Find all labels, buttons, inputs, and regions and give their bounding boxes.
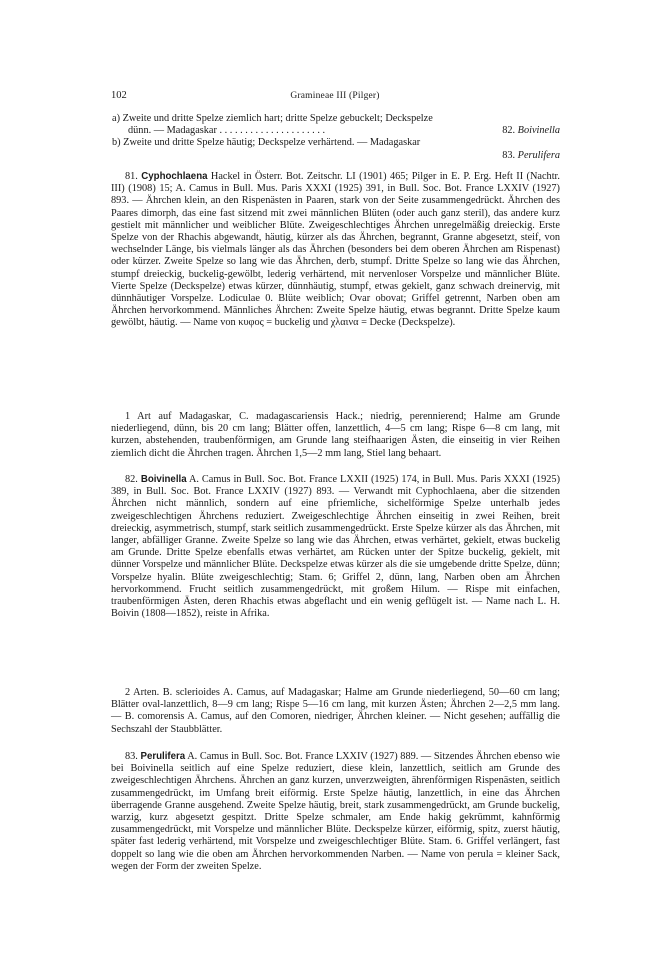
key-line-b: b) Zweite und dritte Spelze häutig; Deckspelze verhärtend. — Madagaskar [112, 137, 421, 149]
page-header [111, 90, 559, 104]
running-title: Gramineae III (Pilger) [290, 91, 380, 101]
genus-name: Boivinella [140, 474, 187, 485]
genus-description: 81. Cyphochlaena Hackel in Österr. Bot. Zeitschr. LI (1901) 465; Pilger in E. P. Erg. Heft II (Nachtr. III) (1908) 15; A. Camus in Bull. Mus. Paris XXXI (1925) 391, in Bull. Soc. Bot. France LXXIV (1927) 893. — Ährchen klein, an den Rispenästen in Paaren, stark von der Seite zusammengedrückt. Ährchen des Paares dimorph, das eine fast sitzend mit zwei männlichen Blüten (oder auch ganz steril), das andere kurz gestielt mit männlicher und weiblicher Blüte. Zweigeschlechtiges Ährchen unregelmäßig dreieckig. Erste Spelze von der Rhachis abgewandt, häutig, kürzer als das Ährchen, begrannt, Granne abgesetzt, steif, von wechselnder Länge, bis vielmals länger als das Ährchen (besonders bei dem oberen Ährchen am Rispenast) oder kürzer. Zweite Spelze so lang wie das Ährchen, derb, stumpf. Dritte Spelze so lang wie das Ährchen, stumpf dreieckig, buckelig-gewölbt, lederig verhärtend, mit nervenloser Vorspelze und männlicher Blüte. Vierte Spelze (Deckspelze) etwas kürzer, dünnhäutig, stumpf, etwas gekielt, ganz schwach dreinervig, mit dünnhäutiger Vorspelze. Lodiculae 0. Blüte weiblich; Ovar obovat; Griffel getrennt, Narben oben am Ährchen hervorkommend. Männliches Ährchen: Zweite Spelze häutig, etwas begrannt. Dritte Spelze kaum gewölbt, häutig. — Name von κυφος = buckelig und χλαινα = Decke (Deckspelze). [111, 171, 560, 329]
section-82-species [111, 687, 560, 736]
genus-name: Perulifera [140, 751, 186, 762]
species-paragraph: 2 Arten. B. sclerioides A. Camus, auf Madagaskar; Halme am Grunde niederliegend, 50—60 cm lang; Blätter oval-lanzettlich, 8—9 cm lang; Rispe 5—16 cm lang, mit kurzen Ästen; Ährchen 2—2,5 mm lang. — B. comorensis A. Camus, auf den Comoren, niedriger, Ährchen kleiner. — Nicht gesehen; auffällig die Sechszahl der Staubblätter. [111, 687, 560, 735]
section-81 [111, 171, 560, 330]
genus-description: 83. Perulifera A. Camus in Bull. Soc. Bot. France LXXIV (1927) 889. — Sitzendes Ährchen ebenso wie bei Boivinella seitlich auf eine Spelze reduziert, diese klein, lanzettlich, seitlich am Grunde des zweigeschlechtigen Ährchens. Ährchen an ganz kurzen, unverzweigten, ährenförmigen Rispenästen, seitlich zusammengedrückt, im Umfang breit eiförmig. Erste Spelze häutig, lanzettlich, in eine das Ährchen überragende Granne ausgehend. Zweite Spelze häutig, breit, stark zusammengedrückt, am Grunde buckelig, warzig, kurz abgesetzt gespitzt. Dritte Spelze schmaler, am Ende hakig gekrümmt, kahnförmig zusammengedrückt, mit Vorspelze und männlicher Blüte. Deckspelze kürzer, eiförmig, spitz, zuerst häutig, später fast lederig verhärtend, mit Vorspelze und zweigeschlechtiger Blüte. Stam. 6. Griffel verlängert, fast doppelt so lang wie die oben am Ährchen hervorkommenden Narben. — Name von perula = kleiner Sack, wegen der Form der zweiten Spelze. [111, 751, 560, 872]
page-number: 102 [111, 90, 127, 101]
species-paragraph: 1 Art auf Madagaskar, C. madagascariensis Hack.; niedrig, perennierend; Halme am Grunde niederliegend, dünn, bis 20 cm lang; Blätter offen, lanzettlich, 4—5 cm lang; Rispe 6—8 cm lang, mit kurzen, abstehenden, traubenförmigen, am Grunde lang steifhaarigen Ästen, die einseitig in vier Reihen ziemlich dicht die Ährchen tragen. Ährchen 1,5—2 mm lang, Stiel lang behaart. [111, 411, 560, 459]
key-a-target: 82. Boivinella [502, 125, 560, 137]
section-82 [111, 474, 560, 620]
key-line-a: a) Zweite und dritte Spelze ziemlich hart; dritte Spelze gebuckelt; Deckspelze [112, 113, 433, 124]
section-83 [111, 751, 560, 873]
identification-key [112, 113, 560, 162]
key-line-a-cont: dünn. — Madagaskar . . . . . . . . . . . . . . . . . . . . . 82. Boivinella [128, 125, 560, 137]
key-line-b-target [112, 150, 560, 162]
genus-description: 82. Boivinella A. Camus in Bull. Soc. Bot. France LXXII (1925) 174, in Bull. Mus. Paris XXXI (1925) 389, in Bull. Soc. Bot. France LXXIV (1927) 893. — Verwandt mit Cyphochlaena, aber die sitzenden Ährchen nicht männlich, sondern auf eine pfriemliche, sichelförmige Spelze unterhalb jedes zweigeschlechtigen Ährchens reduziert. Zweigeschlechtige Ährchen einseitig in zwei Reihen, breit dreieckig, asymmetrisch, stumpf, stark seitlich zusammengedrückt. Erste Spelze kürzer als das Ährchen, mit langer, abfälliger Granne. Zweite Spelze so lang wie das Ährchen, etwas verhärtet, gekielt, etwas buckelig am Grunde. Dritte Spelze ebenfalls etwas verhärtet, am Rücken unter der Spitze buckelig, gekielt, mit dünner Vorspelze und männlicher Blüte. Deckspelze etwas kürzer als die sie umgebende dritte Spelze, dünn; Vorspelze hyalin. Blüte zweigeschlechtig; Stam. 6; Griffel 2, dünn, lang, Narben oben am Ährchen hervorkommend. Frucht seitlich zusammengedrückt, mit großem Hilum. — Rispe mit einfachen, traubenförmigen Ästen, deren Rhachis etwas abgeflacht und ein wenig geflügelt ist. — Name nach L. H. Boivin (1808—1852), reiste in Afrika. [111, 474, 560, 620]
key-b-target: 83. Perulifera [502, 149, 560, 161]
section-81-species [111, 411, 560, 460]
genus-name: Cyphochlaena [141, 171, 208, 182]
